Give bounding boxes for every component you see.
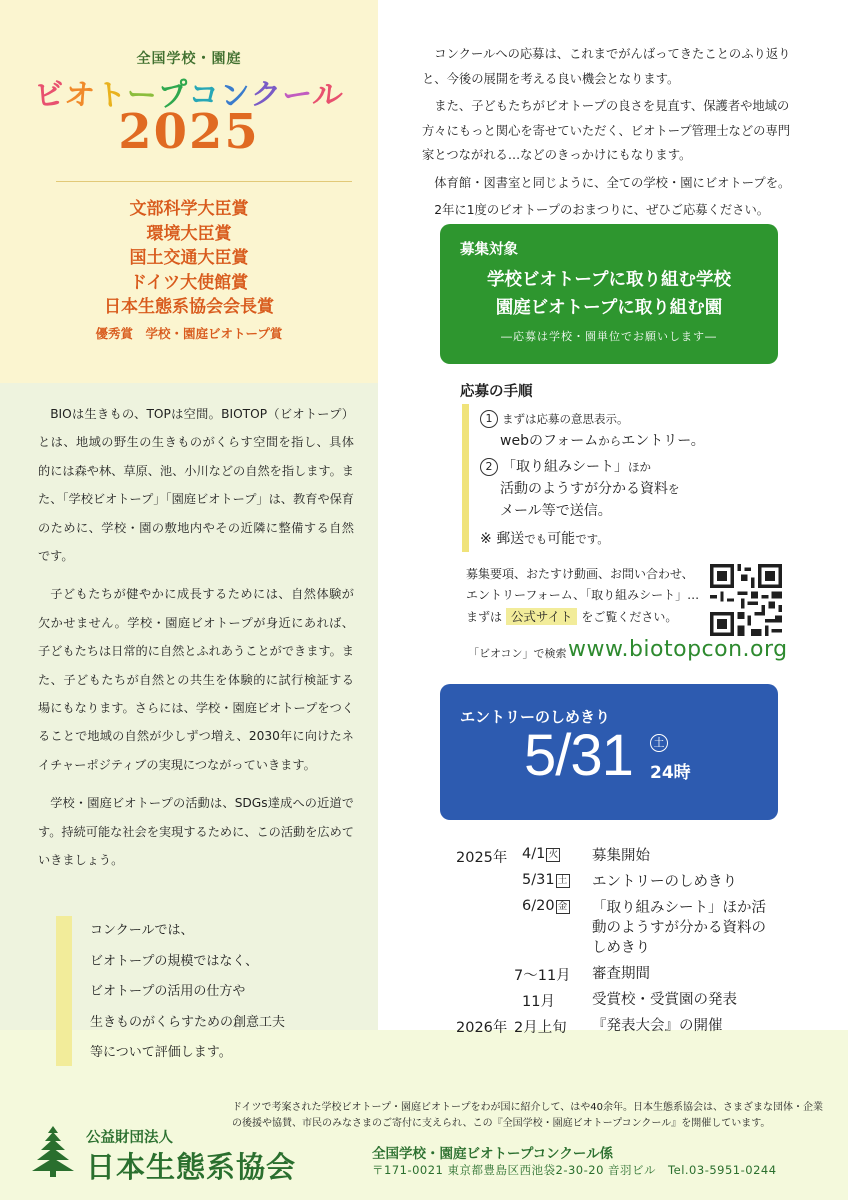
right-intro-paragraph: 体育館・図書室と同じように、全ての学校・園にビオトープを。 xyxy=(434,175,791,190)
step-text: webのフォーム xyxy=(500,433,599,449)
evaluation-line: 等について評価します。 xyxy=(90,1045,232,1060)
schedule-list xyxy=(456,846,796,1042)
info-line: をご覧ください。 xyxy=(581,610,678,624)
info-line: 募集要項、おたすけ動画、お問い合わせ、 xyxy=(466,567,694,581)
title-character: コ xyxy=(187,76,222,115)
note-mark: ※ xyxy=(480,531,492,547)
evaluation-line: 生きものがくらすための創意工夫 xyxy=(90,1014,286,1030)
recruitment-target-school: 学校ビオトープに取り組む学校 xyxy=(486,270,732,290)
title-character: プ xyxy=(156,76,192,115)
intro-paragraph: 子どもたちが健やかに成長するためには、自然体験が欠かせません。学校・園庭ビオトープが身近にあれば、子どもたちは日常的に自然とふれあうことができます。また、子どもたちが自然との共生を体験的に試行検証する場にもなります。さらには、学校・園庭ビオトープをつくることで地域の自然が少しずつ増え、2030年に向けたネイチャーポジティブの実現につながっていきます。 xyxy=(38,587,354,772)
schedule-row xyxy=(456,846,796,872)
organization-name: 日本生態系協会 xyxy=(86,1150,297,1184)
schedule-event: 募集開始 xyxy=(592,848,650,864)
footer-description: ドイツで考案された学校ビオトープ・園庭ビオトープをわが国に紹介して、はや40余年。日本生態系協会は、さまざまな団体・企業の後援や協賛、市民のみなさまのご寄付に支えられ、この『全国学校・園庭ビオトープコンクール』を開催しています。 xyxy=(232,1102,824,1129)
step-text: 可能 xyxy=(547,531,576,547)
schedule-event: エントリーのしめきり xyxy=(592,874,737,890)
title-character: ー xyxy=(280,76,316,115)
schedule-row xyxy=(456,964,796,990)
schedule-day-badge: 火 xyxy=(546,848,560,862)
step-text: から xyxy=(598,434,622,448)
procedure-step-1 xyxy=(480,408,705,452)
schedule-day-badge: 金 xyxy=(556,900,570,914)
qr-code-icon[interactable] xyxy=(710,564,782,636)
schedule-date: 11月 xyxy=(522,994,555,1010)
schedule-event: 『発表大会』の開催 xyxy=(592,1018,723,1034)
schedule-day-badge: 土 xyxy=(556,874,570,888)
deadline-date: 5/31 xyxy=(524,723,633,788)
title-character: ン xyxy=(218,76,254,115)
intro-text xyxy=(38,400,354,885)
deadline-day-badge: 土 xyxy=(650,734,668,752)
step-text: 郵送 xyxy=(496,531,525,547)
procedure-note-mail xyxy=(480,528,609,550)
award-item: 環境大臣賞 xyxy=(146,223,232,244)
awards-list xyxy=(0,197,378,342)
award-item: 日本生態系協会会長賞 xyxy=(104,297,274,317)
recruitment-box xyxy=(440,224,778,364)
intro-paragraph: BIOは生きもの、TOPは空間。BIOTOP（ビオトープ）とは、地域の野生の生きものがくらす空間を指し、具体的には森や林、草原、池、小川などの自然を指します。また、「学校ビオトープ」「園庭ビオトープ」は、教育や保育のために、学校・園の敷地内やその近隣に整備する自然です。 xyxy=(38,407,354,564)
schedule-date: 6/20 金 xyxy=(522,898,592,914)
step-text: まずは応募の意思表示。 xyxy=(502,412,629,426)
award-item: 文部科学大臣賞 xyxy=(129,199,249,219)
award-sub: 優秀賞 学校・園庭ビオトープ賞 xyxy=(95,325,283,341)
evaluation-line: コンクールでは、 xyxy=(90,923,194,938)
tree-logo-icon xyxy=(28,1124,78,1178)
evaluation-line: ビオトープの活用の仕方や xyxy=(90,984,246,999)
schedule-event: 「取り組みシート」ほか活動のようすが分かる資料のしめきり xyxy=(592,900,766,956)
contest-year: 2025 xyxy=(118,104,260,160)
contest-contact-name: 全国学校・園庭ビオトープコンクール係 xyxy=(372,1146,614,1162)
title-character: ビ xyxy=(32,76,68,115)
step-text: でも xyxy=(524,532,548,546)
schedule-date: 7～11月 xyxy=(514,968,571,984)
official-site-link[interactable]: 公式サイト xyxy=(506,608,578,625)
schedule-year: 2025年 xyxy=(456,850,508,866)
search-note: 「ビオコン」で検索 xyxy=(468,647,567,660)
recruitment-heading: 募集対象 xyxy=(460,242,518,258)
right-intro-paragraph: コンクールへの応募は、これまでがんばってきたことのふり返りと、今後の展開を考える良い機会となります。 xyxy=(422,47,791,86)
info-text xyxy=(466,564,716,628)
evaluation-text xyxy=(90,916,360,1069)
contest-kicker: 全国学校・園庭 xyxy=(136,51,242,67)
procedure-heading: 応募の手順 xyxy=(460,384,533,400)
step-text: 「取り組みシート」 xyxy=(502,459,628,475)
info-line: まずは xyxy=(466,610,503,624)
schedule-event: 審査期間 xyxy=(592,966,650,982)
schedule-row xyxy=(456,898,796,964)
title-character: ー xyxy=(125,76,160,115)
title-character: ク xyxy=(249,76,284,115)
procedure-accent-bar xyxy=(462,404,469,552)
info-line: エントリーフォーム、「取り組みシート」… xyxy=(466,588,700,602)
deadline-heading: エントリーのしめきり xyxy=(460,708,611,726)
step-text: です。 xyxy=(575,532,609,546)
deadline-box xyxy=(440,684,778,820)
site-url-link[interactable]: www.biotopcon.org xyxy=(568,637,788,662)
contest-contact-address: 〒171-0021 東京都豊島区西池袋2-30-20 音羽ビル Tel.03-5951-0244 xyxy=(372,1163,777,1177)
right-intro-paragraph: また、子どもたちがビオトープの良さを見直す、保護者や地域の方々にもっと関心を寄せていただく、ビオトープ管理士などの専門家とつながれる…などのきっかけにもなります。 xyxy=(422,99,791,162)
procedure-step-2 xyxy=(480,456,680,522)
step-text: 活動のようすが分かる資料 xyxy=(500,481,668,497)
evaluation-line: ビオトープの規模ではなく、 xyxy=(90,953,259,969)
award-item: ドイツ大使館賞 xyxy=(129,272,249,293)
deadline-time: 24時 xyxy=(650,763,691,783)
schedule-row xyxy=(456,872,796,898)
schedule-year: 2026年 xyxy=(456,1020,508,1036)
recruitment-target-nursery: 園庭ビオトープに取り組む園 xyxy=(495,298,723,318)
schedule-row xyxy=(456,990,796,1016)
title-character: ト xyxy=(94,76,130,115)
right-intro-paragraph: 2年に1度のビオトープのおまつりに、ぜひご応募ください。 xyxy=(434,203,770,217)
schedule-date: 2月上旬 xyxy=(514,1020,567,1036)
schedule-date: 5/31 土 xyxy=(522,872,592,888)
step-text: ほか xyxy=(628,460,651,474)
title-character: オ xyxy=(63,76,98,115)
schedule-row xyxy=(456,1016,796,1042)
schedule-date: 4/1 火 xyxy=(522,846,592,862)
step-number: 1 xyxy=(480,410,498,428)
organization-type: 公益財団法人 xyxy=(86,1130,173,1146)
intro-paragraph: 学校・園庭ビオトープの活動は、SDGs達成への近道です。持続可能な社会を実現するために、この活動を広めていきましょう。 xyxy=(38,796,354,868)
schedule-event: 受賞校・受賞園の発表 xyxy=(592,992,737,1008)
divider xyxy=(56,181,352,182)
step-text: エントリー。 xyxy=(621,433,705,449)
title-character: ル xyxy=(311,76,346,115)
recruitment-note: ―応募は学校・園単位でお願いします― xyxy=(501,330,717,343)
step-text: メール等で送信。 xyxy=(500,503,612,519)
step-number: 2 xyxy=(480,458,498,476)
award-item: 国土交通大臣賞 xyxy=(129,248,249,268)
right-intro-text xyxy=(422,42,796,226)
evaluation-accent-bar xyxy=(56,916,72,1066)
step-text: を xyxy=(668,482,680,496)
